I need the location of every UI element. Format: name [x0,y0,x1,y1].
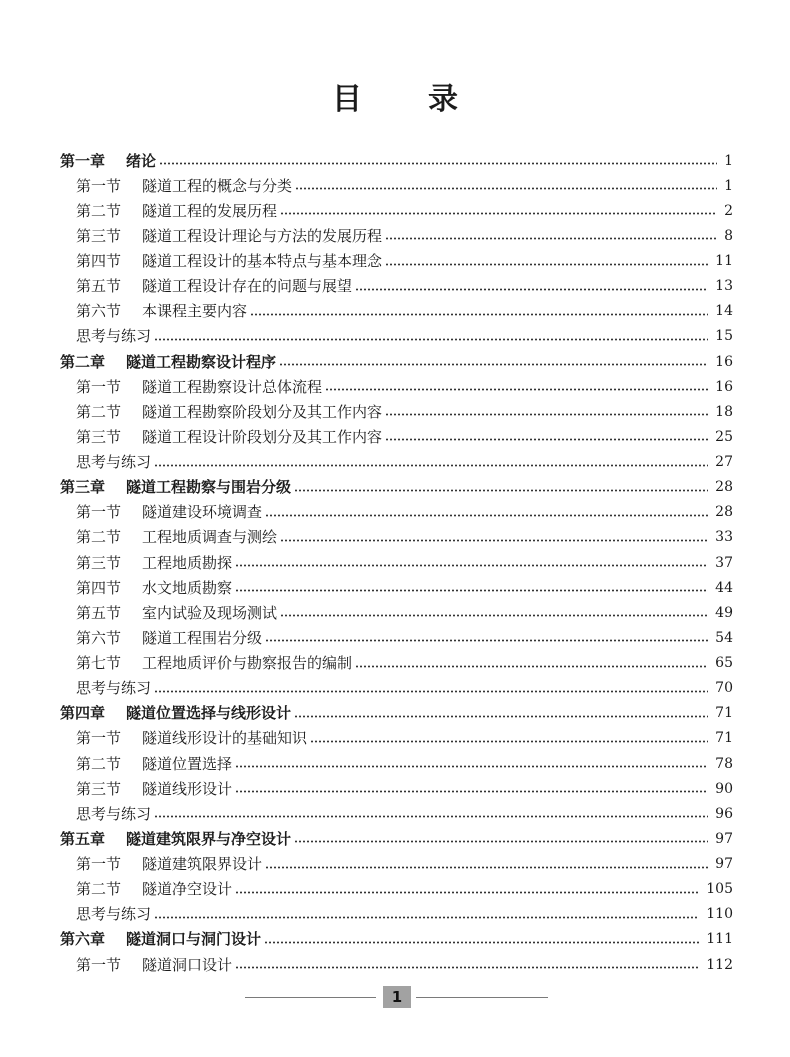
dot-leader [280,212,717,215]
dot-leader [310,740,708,743]
toc-chapter-entry-title: 隧道工程勘察与围岩分级 [126,478,292,497]
toc-section-entry [60,726,733,751]
toc-section-entry-label: 第一节 [76,855,122,874]
toc-section-entry-label: 第四节 [76,252,122,271]
toc-chapter-entry [60,701,733,726]
dot-leader [154,464,708,467]
toc-exercise-entry-page: 27 [715,454,733,471]
dot-leader [265,514,708,517]
toc-chapter-entry-page: 111 [706,931,733,948]
toc-section-entry [60,525,733,550]
toc-section-entry [60,625,733,650]
toc-section-entry-title: 工程地质调查与测绘 [142,528,278,547]
toc-section-entry [60,500,733,525]
footer-rule-right [416,997,548,998]
toc-chapter-entry-page: 97 [715,830,733,847]
toc-section-entry-page: 97 [715,856,733,873]
toc-chapter-entry-page: 28 [715,479,733,496]
toc-section-entry [60,399,733,424]
toc-section-entry-page: 37 [715,554,733,571]
toc-section-entry-title: 隧道线形设计的基础知识 [142,729,308,748]
dot-leader [235,564,708,567]
page-title: 目录 [332,82,524,117]
toc-chapter-entry-page: 16 [715,353,733,370]
toc-section-entry-page: 2 [724,202,733,219]
toc-section-entry-label: 第三节 [76,427,122,446]
toc-section-entry-label: 第六节 [76,628,122,647]
toc-chapter-entry [60,148,733,173]
toc-chapter-entry [60,927,733,952]
toc-section-entry-title: 隧道工程设计存在的问题与展望 [142,277,353,296]
dot-leader [265,639,708,642]
toc-section-entry-title: 隧道工程设计阶段划分及其工作内容 [142,427,383,446]
toc-chapter-entry [60,475,733,500]
toc-section-entry-label: 第三节 [76,553,122,572]
toc-exercise-entry-title: 思考与练习 [76,804,152,823]
dot-leader [385,413,708,416]
toc-section-entry-title: 隧道建筑限界设计 [142,855,263,874]
toc-section-entry-page: 18 [715,403,733,420]
toc-section-entry [60,600,733,625]
toc-exercise-entry-page: 70 [715,680,733,697]
toc-section-entry [60,575,733,600]
toc-chapter-entry-title: 隧道位置选择与线形设计 [126,704,292,723]
dot-leader [294,489,708,492]
dot-leader [235,790,708,793]
toc-exercise-entry-title: 思考与练习 [76,453,152,472]
dot-leader [295,187,717,190]
dot-leader [235,891,699,894]
table-of-contents [60,148,733,977]
toc-exercise-entry-title: 思考与练习 [76,327,152,346]
toc-exercise-entry [60,801,733,826]
toc-section-entry-title: 隧道工程设计的基本特点与基本理念 [142,252,383,271]
toc-section-entry-label: 第一节 [76,729,122,748]
toc-section-entry [60,299,733,324]
toc-section-entry-title: 隧道工程围岩分级 [142,628,263,647]
toc-section-entry-title: 隧道建设环境调查 [142,503,263,522]
dot-leader [235,966,699,969]
dot-leader [280,539,708,542]
toc-section-entry-label: 第一节 [76,955,122,974]
toc-section-entry-title: 隧道位置选择 [142,754,233,773]
toc-section-entry [60,776,733,801]
toc-section-entry [60,374,733,399]
toc-section-entry-page: 16 [715,378,733,395]
toc-section-entry-title: 隧道工程的发展历程 [142,201,278,220]
dot-leader [385,263,708,266]
toc-section-entry-label: 第六节 [76,302,122,321]
toc-exercise-entry [60,450,733,475]
toc-section-entry-title: 隧道工程设计理论与方法的发展历程 [142,226,383,245]
toc-section-entry-label: 第二节 [76,880,122,899]
toc-chapter-entry-label: 第二章 [60,352,106,371]
toc-section-entry [60,249,733,274]
toc-section-entry [60,550,733,575]
toc-chapter-entry-label: 第三章 [60,478,106,497]
toc-section-entry-page: 71 [715,730,733,747]
dot-leader [385,438,708,441]
toc-section-entry-page: 65 [715,655,733,672]
toc-section-entry-page: 54 [715,629,733,646]
dot-leader [385,237,717,240]
dot-leader [154,916,699,919]
dot-leader [294,715,708,718]
toc-section-entry [60,223,733,248]
toc-section-entry-label: 第四节 [76,578,122,597]
toc-section-entry-label: 第二节 [76,528,122,547]
toc-chapter-entry-label: 第五章 [60,829,106,848]
toc-section-entry-page: 90 [715,780,733,797]
toc-chapter-entry [60,826,733,851]
toc-section-entry-label: 第一节 [76,176,122,195]
toc-section-entry-page: 25 [715,428,733,445]
toc-section-entry-page: 1 [724,177,733,194]
dot-leader [264,941,699,944]
toc-chapter-entry-label: 第四章 [60,704,106,723]
dot-leader [355,665,708,668]
dot-leader [159,162,717,165]
toc-section-entry [60,424,733,449]
dot-leader [294,840,708,843]
toc-chapter-entry-title: 隧道建筑限界与净空设计 [126,829,292,848]
toc-section-entry-page: 14 [715,303,733,320]
dot-leader [250,313,708,316]
toc-section-entry-title: 本课程主要内容 [142,302,248,321]
toc-section-entry-label: 第二节 [76,201,122,220]
toc-chapter-entry-page: 1 [724,152,733,169]
toc-chapter-entry-label: 第一章 [60,151,106,170]
dot-leader [280,614,708,617]
toc-section-entry-page: 11 [715,253,733,270]
toc-chapter-entry-label: 第六章 [60,930,106,949]
toc-section-entry-page: 8 [724,227,733,244]
toc-section-entry-title: 室内试验及现场测试 [142,603,278,622]
footer-page-number: 1 [383,986,411,1008]
toc-section-entry [60,651,733,676]
toc-section-entry-label: 第二节 [76,754,122,773]
toc-section-entry-label: 第一节 [76,503,122,522]
toc-section-entry [60,274,733,299]
toc-chapter-entry-title: 隧道工程勘察设计程序 [126,352,277,371]
toc-exercise-entry [60,902,733,927]
toc-section-entry-title: 隧道工程勘察设计总体流程 [142,377,323,396]
toc-section-entry-title: 隧道工程的概念与分类 [142,176,293,195]
toc-section-entry-label: 第二节 [76,402,122,421]
toc-exercise-entry-page: 96 [715,805,733,822]
dot-leader [265,866,708,869]
dot-leader [154,815,708,818]
toc-exercise-entry [60,676,733,701]
toc-section-entry-page: 78 [715,755,733,772]
toc-exercise-entry-title: 思考与练习 [76,905,152,924]
toc-exercise-entry-page: 15 [715,328,733,345]
toc-section-entry [60,198,733,223]
toc-section-entry-label: 第三节 [76,779,122,798]
toc-chapter-entry-title: 隧道洞口与洞门设计 [126,930,262,949]
toc-section-entry-title: 隧道净空设计 [142,880,233,899]
toc-section-entry-page: 13 [715,278,733,295]
toc-chapter-entry [60,349,733,374]
toc-section-entry-title: 隧道工程勘察阶段划分及其工作内容 [142,402,383,421]
footer-rule-left [245,997,376,998]
dot-leader [325,388,708,391]
toc-section-entry-title: 隧道洞口设计 [142,955,233,974]
toc-section-entry-title: 工程地质勘探 [142,553,233,572]
toc-section-entry-title: 水文地质勘察 [142,578,233,597]
dot-leader [355,288,708,291]
toc-chapter-entry-title: 绪论 [126,151,157,170]
toc-exercise-entry-title: 思考与练习 [76,679,152,698]
toc-section-entry [60,877,733,902]
toc-section-entry [60,952,733,977]
toc-section-entry [60,852,733,877]
toc-section-entry-label: 第五节 [76,603,122,622]
toc-section-entry-page: 105 [706,881,733,898]
toc-section-entry-label: 第五节 [76,277,122,296]
toc-section-entry-page: 49 [715,604,733,621]
dot-leader [279,363,708,366]
toc-section-entry [60,751,733,776]
toc-section-entry-title: 隧道线形设计 [142,779,233,798]
toc-section-entry-page: 33 [715,529,733,546]
toc-section-entry-title: 工程地质评价与勘察报告的编制 [142,654,353,673]
toc-section-entry-page: 28 [715,504,733,521]
dot-leader [154,690,708,693]
toc-section-entry-label: 第三节 [76,226,122,245]
toc-section-entry-label: 第七节 [76,654,122,673]
toc-section-entry [60,173,733,198]
dot-leader [154,338,708,341]
toc-exercise-entry-page: 110 [706,906,733,923]
toc-section-entry-page: 44 [715,579,733,596]
toc-section-entry-page: 112 [706,956,733,973]
dot-leader [235,589,708,592]
toc-chapter-entry-page: 71 [715,705,733,722]
dot-leader [235,765,708,768]
toc-exercise-entry [60,324,733,349]
toc-section-entry-label: 第一节 [76,377,122,396]
